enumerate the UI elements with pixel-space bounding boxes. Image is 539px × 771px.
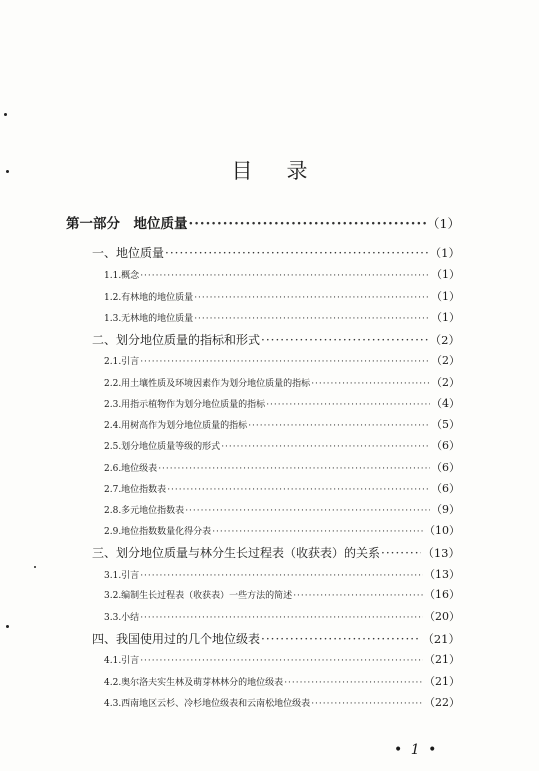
toc-entry-label: 三、划分地位质量与林分生长过程表（收获表）的关系 — [92, 546, 381, 560]
toc-entry-label: 4.2.奥尔洛夫实生林及萌芽林林分的地位级表 — [104, 678, 284, 688]
toc-entry-page: （1） — [431, 290, 460, 303]
toc-entry — [104, 266, 460, 282]
toc-entry-page: （4） — [431, 397, 460, 410]
toc-leader-dots — [248, 421, 430, 431]
toc-entry-label: 1.3.无林地的地位质量 — [104, 314, 194, 324]
toc-entry-label: 2.3.用指示植物作为划分地位质量的指标 — [104, 400, 266, 410]
toc-entry-label: 第一部分 地位质量 — [66, 216, 188, 232]
toc-leader-dots — [165, 246, 429, 260]
toc-entry-label: 2.4.用树高作为划分地位质量的指标 — [104, 421, 248, 431]
toc-leader-dots — [140, 357, 430, 367]
toc-leader-dots — [221, 442, 430, 452]
toc-entry-page: （21） — [424, 675, 460, 688]
toc-entry — [104, 501, 460, 517]
toc-entry-label: 2.2.用土壤性质及环境因素作为划分地位质量的指标 — [104, 379, 311, 389]
toc-entry-label: 3.1.引言 — [104, 571, 140, 581]
toc-entry-page: （6） — [431, 439, 460, 452]
toc-leader-dots — [140, 571, 423, 581]
toc-entry-label: 3.2.编制生长过程表（收获表）一些方法的简述 — [104, 591, 293, 601]
toc-entry-page: （20） — [424, 610, 460, 623]
toc-leader-dots — [140, 656, 423, 666]
toc-leader-dots — [194, 314, 430, 324]
toc-entry-page: （21） — [424, 653, 460, 666]
toc-leader-dots — [185, 506, 430, 516]
toc-entry-page: （5） — [431, 418, 460, 431]
toc-leader-dots — [266, 400, 430, 410]
toc-entry-page: （16） — [424, 588, 460, 601]
toc-entry-label: 四、我国使用过的几个地位级表 — [92, 632, 261, 646]
toc-entry — [104, 288, 460, 304]
toc-entry — [104, 395, 460, 411]
toc-entry — [104, 522, 460, 538]
toc-leader-dots — [284, 678, 423, 688]
toc-entry — [104, 416, 460, 432]
toc-entry — [104, 694, 460, 710]
toc-leader-dots — [194, 293, 430, 303]
toc-entry-label: 二、划分地位质量的指标和形式 — [92, 333, 261, 347]
toc-leader-dots — [140, 271, 430, 281]
toc-entry — [104, 374, 460, 390]
toc-leader-dots — [311, 699, 423, 709]
toc-entry-label: 2.9.地位指数数量化得分表 — [104, 527, 212, 537]
toc-entry-page: （1） — [431, 268, 460, 281]
toc-leader-dots — [381, 546, 421, 560]
toc-entry-label: 一、地位质量 — [92, 246, 165, 260]
toc-entry-label: 3.3.小结 — [104, 613, 140, 623]
toc-entry-page: （9） — [431, 503, 460, 516]
toc-entry-page: （13） — [424, 568, 460, 581]
toc-entry-label: 2.8.多元地位指数表 — [104, 506, 185, 516]
toc-leader-dots — [311, 379, 430, 389]
toc-entry — [104, 651, 460, 667]
toc-entry-label: 2.7.地位指数表 — [104, 485, 167, 495]
toc-entry-page: （1） — [431, 311, 460, 324]
toc-leader-dots — [158, 464, 430, 474]
toc-entry-page: （13） — [422, 546, 460, 560]
toc-entry — [104, 352, 460, 368]
toc-entry-label: 1.1.概念 — [104, 271, 140, 281]
toc-entry-page: （6） — [431, 482, 460, 495]
toc-leader-dots — [140, 613, 423, 623]
toc-entry — [104, 608, 460, 624]
toc-entry — [92, 331, 460, 348]
toc-entry-label: 2.1.引言 — [104, 357, 140, 367]
toc-entry-page: （6） — [431, 461, 460, 474]
toc-entry — [104, 673, 460, 689]
page-number: • 1 • — [394, 742, 439, 758]
toc-leader-dots — [293, 591, 423, 601]
toc-entry-label: 4.1.引言 — [104, 656, 140, 666]
toc-entry-label: 2.6.地位级表 — [104, 464, 158, 474]
toc-leader-dots — [167, 485, 430, 495]
toc-entry — [104, 566, 460, 582]
toc-entry-page: （21） — [422, 632, 460, 646]
toc-entry — [104, 586, 460, 602]
toc-entry-page: （2） — [431, 354, 460, 367]
toc-leader-dots — [189, 216, 427, 232]
toc-entry-page: （2） — [429, 333, 460, 347]
toc-entry-page: （22） — [424, 696, 460, 709]
toc-leader-dots — [261, 333, 429, 347]
toc-entry — [104, 309, 460, 325]
toc-entry — [104, 459, 460, 475]
toc-entry — [104, 437, 460, 453]
page-title: 目录 — [231, 159, 342, 183]
toc-entry-page: （2） — [431, 376, 460, 389]
toc-leader-dots — [261, 632, 421, 646]
toc-entry-page: （1） — [427, 216, 460, 231]
toc-entry-label: 1.2.有林地的地位质量 — [104, 293, 194, 303]
toc-entry-page: （1） — [429, 246, 460, 260]
toc-entry — [92, 244, 460, 261]
toc-entry-page: （10） — [424, 524, 460, 537]
toc-leader-dots — [212, 527, 423, 537]
toc-entry — [104, 480, 460, 496]
toc-entry — [92, 544, 460, 561]
toc-entry — [66, 212, 460, 232]
toc-entry-label: 2.5.划分地位质量等级的形式 — [104, 442, 221, 452]
toc-entry-label: 4.3.西南地区云杉、冷杉地位级表和云南松地位级表 — [104, 699, 311, 709]
toc-entry — [92, 630, 460, 647]
